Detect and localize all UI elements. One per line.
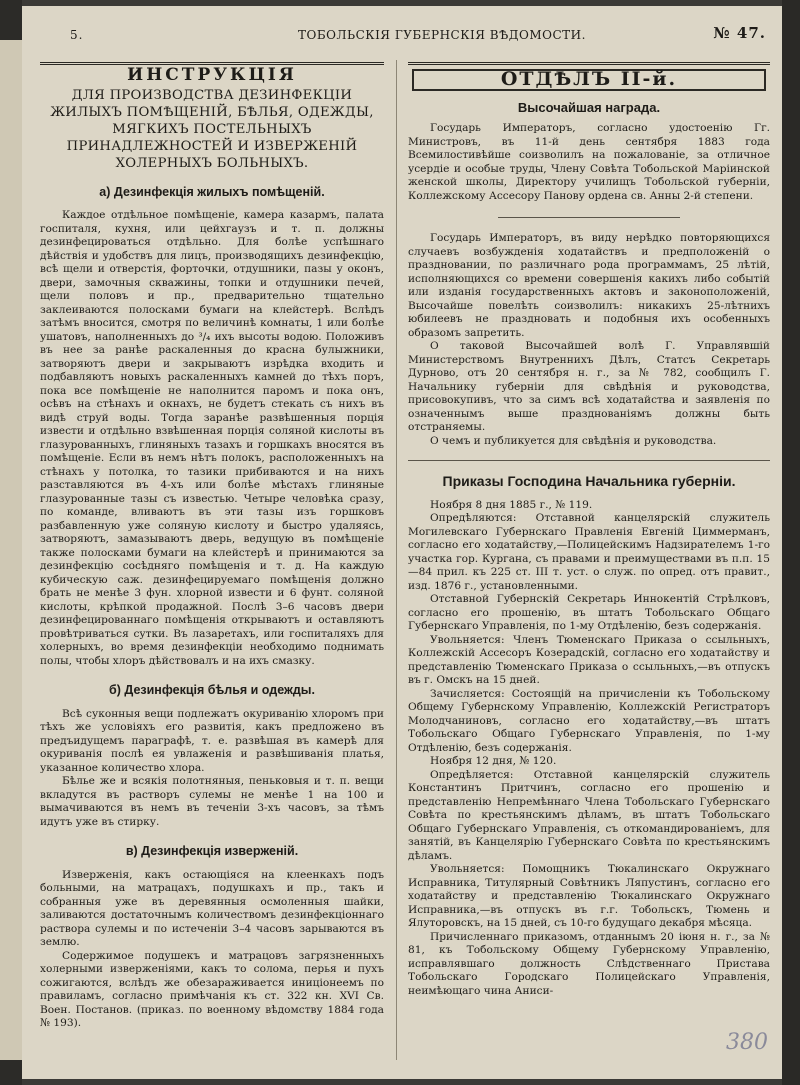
column-divider [396,60,397,1060]
order-120-date: Ноября 12 дня, № 120. [430,755,557,767]
right-scan-edge [782,0,800,1085]
orders-divider [408,460,770,461]
order-119-para-1: Опредѣляются: Отставной канцелярскій служитель Могилевскаго Губернскаго Правленія Евгеній Циммерманъ, согласно его ходатайству,—Полицейскимъ Надзирателемъ 1-го участка гор. Кургана, съ правами и преимуществами въ п.п. 15—84 прил. къ 225 ст. III т. уст. о служ. по опред. отъ правит., изд. 1876 г., установленными. [408,512,770,592]
award-heading: Высочайшая награда. [517,99,661,115]
section-c-heading: в) Дезинфекція изверженій. [125,844,299,858]
section-b-text-1: Всѣ суконныя вещи подлежатъ окуриванію хлоромъ при тѣхъ же условіяхъ его развитія, какъ предложено въ предъидущемъ параграфѣ, т. е. развѣшая въ камерѣ для окуриванія послѣ ея увлаженія и развѣшиванія платья, указанное количество хлора. [40,707,384,774]
right-top-rule [408,62,770,65]
previous-page-edge [0,40,22,1060]
right-column [408,60,770,1070]
book-binding [0,0,22,1085]
page-number: 5. [70,28,84,42]
section-a-heading: а) Дезинфекція жилыхъ помѣщеній. [99,184,325,199]
section-two-heading: ОТДѢЛЪ II-й. [412,69,766,91]
order-120-para-3: Причисленнаго приказомъ, отданнымъ 20 іюня н. г., за № 81, къ Тобольскому Общему Губернскому Управленію, исправлявшаго должность Слѣдственнаго Пристава Тобольскаго Городскаго Полицейскаго Управленія, неимѣющаго чина Аниси- [408,930,770,997]
jubilee-text-2: О таковой Высочайшей волѣ Г. Управлявшій Министерствомъ Внутреннихъ Дѣлъ, Статсъ Секретарь Дурново, отъ 20 сентября н. г., за № 782, сообщилъ Г. Начальнику губерніи для свѣдѣнія и руководства, присовокупивъ, что за симъ всѣ ходатайства и заявленія по означеннымъ выше празднованіямъ должны быть отстраняемы. [408,340,770,433]
award-divider [498,217,680,218]
jubilee-text-3: О чемъ и публикуется для свѣдѣнія и руководства. [430,434,717,447]
instruction-subtitle: ДЛЯ ПРОИЗВОДСТВА ДЕЗИНФЕКЦІИ ЖИЛЫХЪ ПОМѢЩЕНІЙ, БѢЛЬЯ, ОДЕЖДЫ, МЯГКИХЪ ПОСТЕЛЬНЫХЪ ПРИНАДЛЕЖНОСТЕЙ И ИЗВЕРЖЕНІЙ ХОЛЕРНЫХЪ БОЛЬНЫХЪ. [50,87,374,171]
section-c-text-1: Изверженія, какъ остающіяся на клеенкахъ подъ больными, на матрацахъ, подушкахъ и пр., такъ и собранныя уже въ деревянныя осмоленныя шайки, заливаются достаточнымъ количествомъ дезинфекціоннаго раствора сулемы и по истеченіи 3–4 часовъ зарываются въ землю. [40,868,384,948]
section-c-text-2: Содержимое подушекъ и матрацовъ загрязненныхъ холерными изверженіями, какъ то солома, перья и пухъ сожигаются, вслѣдъ же обезараживается иниціонеемъ по правиламъ, согласно примѣчанія къ ст. 322 кн. XVI Св. Воен. Постанов. (приказ. по военному вѣдомству 1884 года № 193). [40,949,384,1029]
section-b-text-2: Бѣлье же и всякія полотняныя, пеньковыя и т. п. вещи вкладутся въ растворъ сулемы не менѣе 1 на 100 и вымачиваются въ немъ въ теченіи 3-хъ часовъ, за тѣмъ идутъ уже въ стирку. [40,775,384,828]
section-b-heading: б) Дезинфекція бѣлья и одежды. [109,683,315,697]
section-a-text: Каждое отдѣльное помѣщеніе, камера казармъ, палата госпиталя, кухня, или цейхгаузъ и т. п. должны дезинфецироваться отдѣльно. Для болѣе успѣшнаго дѣйствія и удобствъ для лицъ, производящихъ дезинфекцію, всѣ щели и отверстія, форточки, отдушники, пазы у оконъ, двери, замочныя скважины, топки и отдушники печей, щели половъ и пр., предварительно тщательно заклеиваются полосками бумаги на клейстерѣ. Вслѣдъ затѣмъ вносится, смотря по величинѣ комнаты, 1 или болѣе ушатовъ, наполненныхъ до ³/₄ ихъ высоты водою. Положивъ въ нее за ранѣе раскаленныя до красна булыжники, затворяютъ двери и закрываютъ изрѣдка входить и подбавляютъ новыхъ раскаленныхъ камней до тѣхъ поръ, пока все помѣщеніе не наполнится паромъ и пока онъ, осѣвъ на стѣнахъ и окнахъ, не будетъ стекать съ нихъ въ видѣ струй воды. Тогда заранѣе развѣшенныя порція извести и отдѣльно взвѣшенная порція соляной кислоты въ глазурованныхъ, глиняныхъ тазахъ и горшкахъ вносятся въ помѣщеніе. Если въ немъ нѣтъ полокъ, расположенныхъ на стѣнахъ у потолка, то тазики прибиваются и на нихъ разставляются въ 4-хъ или болѣе мѣстахъ глиняные глазурованные тазы съ известью. Четыре человѣка сразу, по команде, вливаютъ въ эти тазы изъ горшковъ разбавленную уже соляную кислоту и быстро удаляясь, затворяютъ, замазываютъ дверь, ведущую въ помѣщеніе также полосками бумаги на клейстерѣ и принимаются за дезинфекцію сосѣдняго помѣщенія и т. д. На каждую кубическую саж. дезинфецируемаго помѣщенія должно брать не менѣе 3 фун. хлорной извести и 6 фунт. соляной кислоты, крѣпкой продажной. Послѣ 3–6 часовъ двери дезинфецированнаго помѣщенія открываютъ и оставляютъ провѣтриваться сутки. Въ лазаретахъ, или госпиталяхъ для холерныхъ, во время дезинфекціи необходимо поднимать полы, чтобы хлоръ дѣйствовалъ и на ихъ смазку. [40,209,384,667]
order-120-para-1: Опредѣляется: Отставной канцелярскій служитель Константинъ Притчинъ, согласно его прошенію и представленію Непремѣннаго Члена Тобольскаго Губернскаго Совѣта по крестьянскимъ дѣламъ, въ штатъ Тобольскаго Общаго Губернскаго Управленія, съ откомандированіемъ, для занятій, въ Канцелярію Губернскаго Совѣта по крестьянскимъ дѣламъ. [408,768,770,862]
order-119-para-2: Отставной Губернскій Секретарь Иннокентій Стрѣлковъ, согласно его прошенію, въ штатъ Тобольскаго Общаго Губернскаго Управленія, по 1-му Отдѣленію, безъ содержанія. [408,593,770,632]
orders-heading: Приказы Господина Начальника губерніи. [442,473,736,489]
page-header [30,24,770,46]
order-119-para-4: Зачисляется: Состоящій на причисленіи къ Тобольскому Общему Губернскому Управленію, Коллежскій Регистраторъ Молодчаниновъ, согласно его ходатайству,—въ штатъ Тобольскаго Общаго Губернскаго Управленія, по 1-му Отдѣленію, безъ содержанія. [408,687,770,754]
handwritten-page-note: 380 [726,1030,768,1055]
issue-number: № 47. [713,24,766,42]
award-text: Государь Императоръ, согласно удостоенію Гг. Министровъ, въ 11-й день сентября 1883 года Всемилостивѣйше соизволилъ на пожалованіе, за отличное усердіе и особые труды, Члену Совѣта Тобольской Маріинской женской школы, Директору училищъ Тобольской губерніи, Коллежскому Ассесору Панову ордена св. Анны 2-й степени. [408,122,770,202]
order-119-para-3: Увольняется: Членъ Тюменскаго Приказа о ссыльныхъ, Коллежскій Ассесоръ Козерадскій, согласно его ходатайству и представленію Тюменскаго Приказа о ссыльныхъ,—въ отпускъ въ г. Омскъ на 15 дней. [408,633,770,686]
order-119-date: Ноября 8 дня 1885 г., № 119. [430,498,593,511]
order-120-para-2: Увольняется: Помощникъ Тюкалинскаго Окружнаго Исправника, Титулярный Совѣтникъ Ляпустинъ, согласно его ходатайству и представленію Тюкалинскаго Окружнаго Исправника,—въ отпускъ въ г.г. Тобольскъ, Тюмень и Ялуторовскъ, на 15 дней, съ 10-го будущаго декабря мѣсяца. [408,863,770,929]
newspaper-page [22,6,782,1079]
jubilee-text-1: Государь Императоръ, въ виду нерѣдко повторяющихся случаевъ возбужденія ходатайствъ и предположеній о праздновании, по различнаго рода программамъ, 25 лѣтій, исполняющихся со времени совершенія какихъ либо событій или изданія государственныхъ актовъ и законоположеній, Высочайше повелѣть соизволилъ: никакихъ 25-лѣтнихъ юбилеевъ не праздновать и подобныя ихъ особенныхъ образомъ запретить. [408,232,770,339]
publication-title: ТОБОЛЬСКІЯ ГУБЕРНСКІЯ ВѢДОМОСТИ. [298,28,586,42]
left-column [40,60,384,1070]
instruction-title: ИНСТРУКЦІЯ [127,65,297,85]
